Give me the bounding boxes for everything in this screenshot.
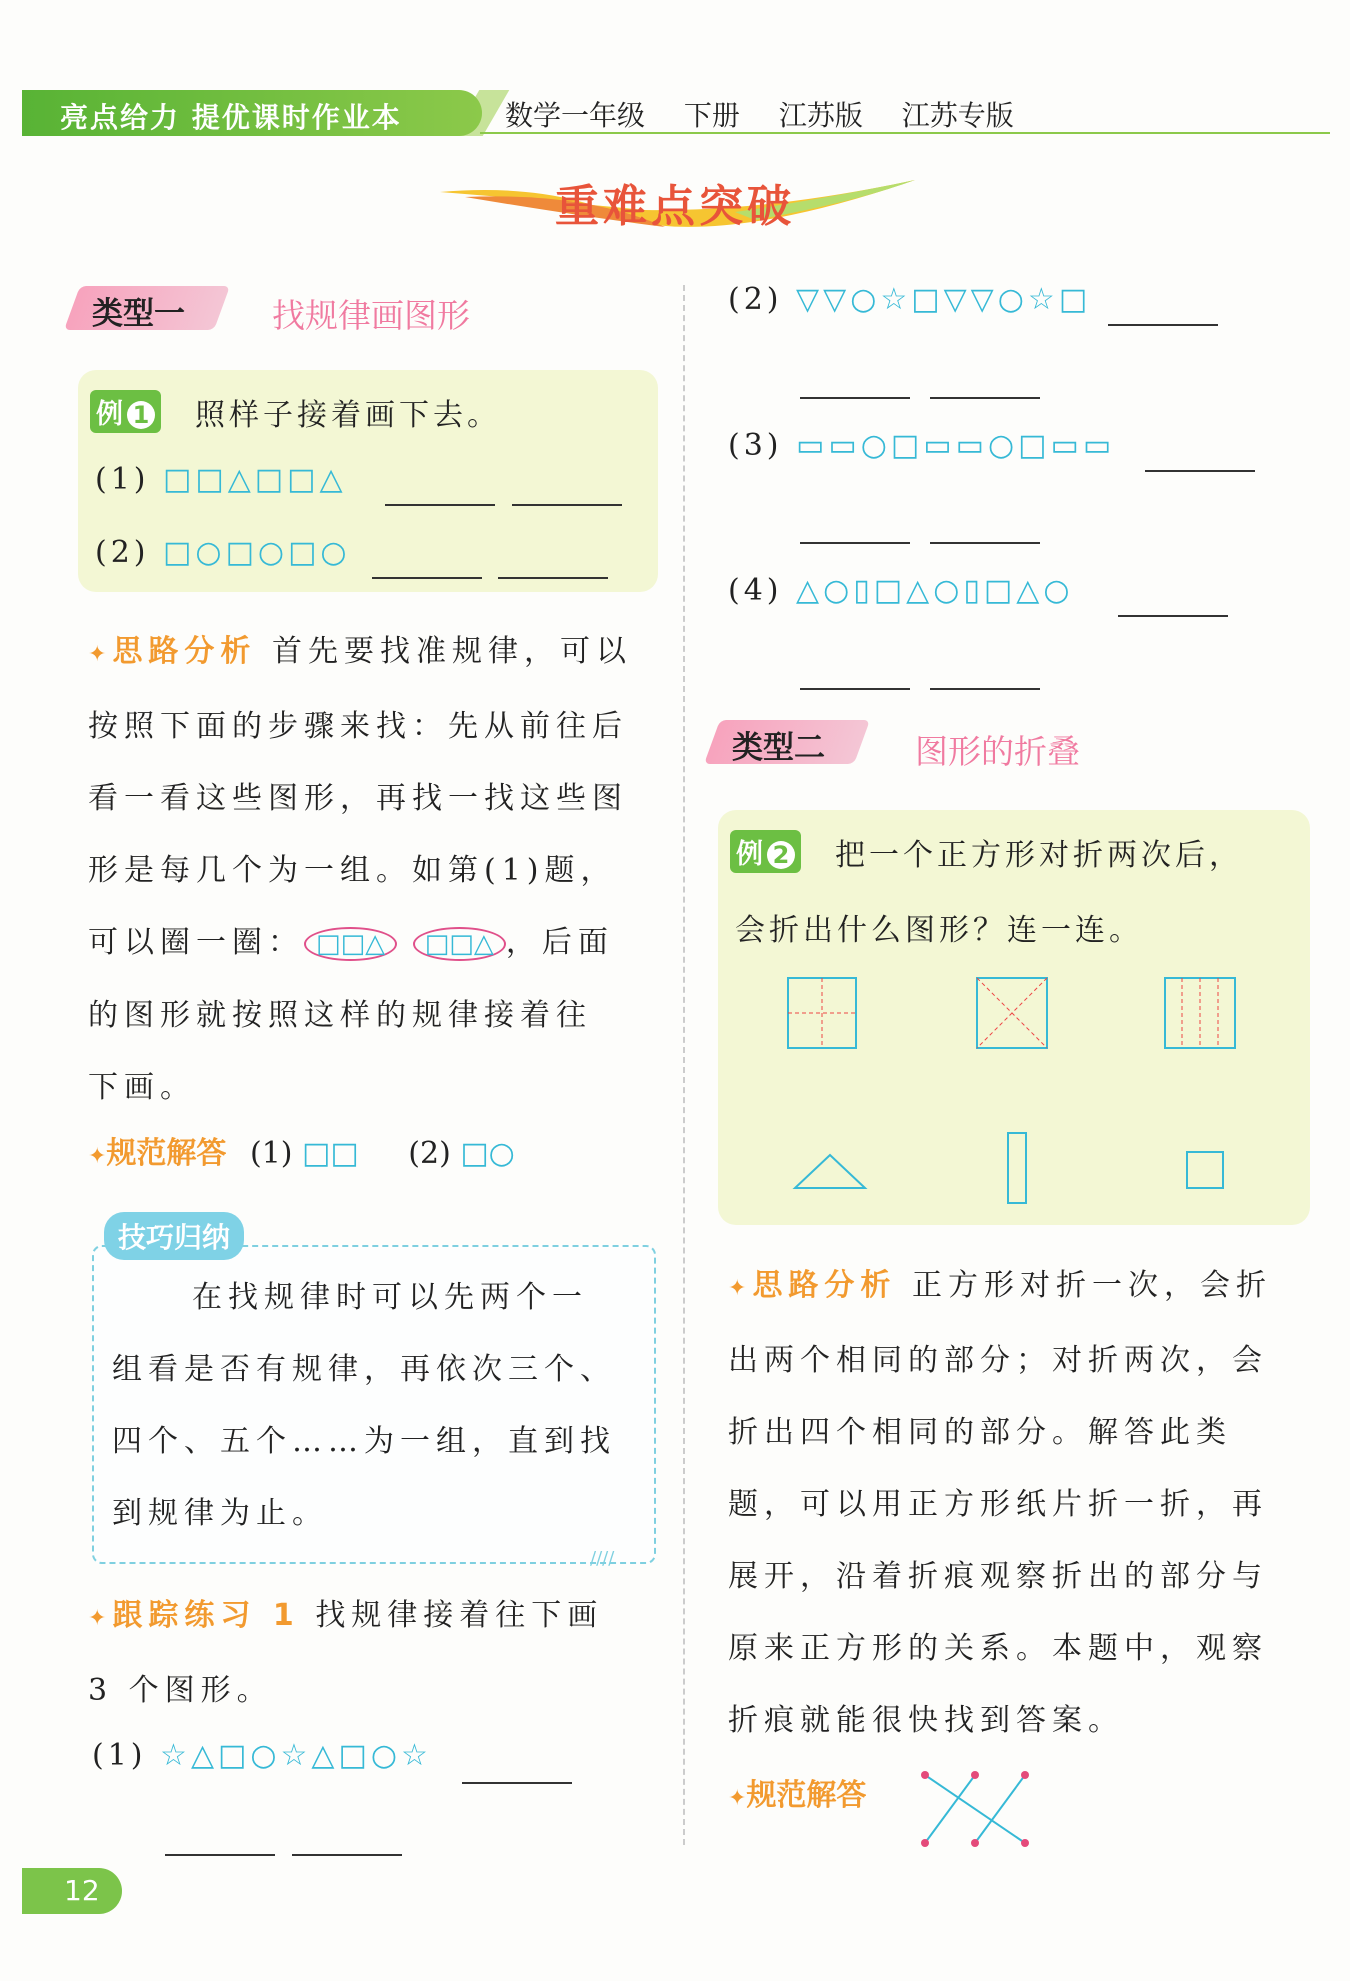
volume: 下册 xyxy=(683,99,740,132)
example1-item2 xyxy=(95,535,351,570)
answer-blank[interactable] xyxy=(930,540,1040,544)
square-diagonal-fold-icon xyxy=(977,978,1047,1048)
type1-tag: 类型一 xyxy=(92,296,185,332)
answer2-row: ✦规范解答 xyxy=(728,1778,867,1813)
banner-title: 重难点突破 xyxy=(555,181,795,232)
tip-tag: 技巧归纳 xyxy=(104,1212,244,1260)
result-shapes xyxy=(790,1130,1240,1210)
book-meta xyxy=(505,94,1044,134)
answer-blank[interactable] xyxy=(512,502,622,506)
answer-blank[interactable] xyxy=(165,1852,275,1856)
folded-squares xyxy=(780,975,1240,1060)
analysis1-paragraph: ✦思路分析 首先要找准规律，可以 按照下面的步骤来找：先从前往后 看一看这些图形，再找一找这些图 形是每几个为一组。如第(1)题， 可以圈一圈： □□△ □□△ ，后面 的图形就按照这样的规律接着往 下画。 xyxy=(88,634,632,1105)
practice1-item1: (1) ☆△□○☆△□○☆ xyxy=(92,1738,432,1773)
special-edition: 江苏专版 xyxy=(901,99,1014,132)
analysis2-paragraph: ✦思路分析 正方形对折一次，会折 出两个相同的部分；对折两次，会 折出四个相同的部分。解答此类 题，可以用正方形纸片折一折，再 展开，沿着折痕观察折出的部分与 原来正方形的关系。本题中，观察 折痕就能很快找到答案。 xyxy=(728,1268,1272,1738)
example1-question: 照样子接着画下去。 xyxy=(195,398,501,433)
shape-sequence: □□△□□△ xyxy=(163,462,347,497)
header-rule xyxy=(480,132,1330,134)
answer-label: 规范解答 xyxy=(106,1136,227,1171)
answer-blank[interactable] xyxy=(498,575,608,579)
answer-blank[interactable] xyxy=(800,686,910,690)
tip-deco-icon: //// xyxy=(590,1548,615,1569)
answer-blank[interactable] xyxy=(1108,322,1218,326)
shape-sequence: △○▯□△○▯□△○ xyxy=(796,573,1074,608)
group-circle: □□△ xyxy=(304,927,397,961)
matching-lines-diagram xyxy=(915,1765,1045,1855)
shape-sequence: □○□○□○ xyxy=(163,535,351,570)
page-number: 12 xyxy=(22,1868,122,1914)
practice1-item4: (4) △○▯□△○▯□△○ xyxy=(728,573,1074,608)
answer-blank[interactable] xyxy=(292,1852,402,1856)
example-label: 例 2 xyxy=(730,830,801,873)
practice1-item2: (2) ▽▽○☆□▽▽○☆□ xyxy=(728,282,1092,317)
answer-blank[interactable] xyxy=(800,395,910,399)
practice-label: 跟踪练习 1 xyxy=(112,1598,300,1633)
item-number: (2) xyxy=(95,535,150,570)
square-strip-fold-icon xyxy=(1165,978,1235,1048)
type2-tag: 类型二 xyxy=(732,730,825,766)
answer-blank[interactable] xyxy=(930,686,1040,690)
practice1-paragraph: ✦跟踪练习 1 找规律接着往下画 3 个图形。 xyxy=(88,1598,604,1708)
answer-blank[interactable] xyxy=(1118,613,1228,617)
small-square-icon xyxy=(1187,1152,1223,1188)
triangle-icon xyxy=(795,1155,865,1188)
item-number: (1) xyxy=(95,462,150,497)
square-cross-fold-icon xyxy=(788,978,856,1048)
answer-blank[interactable] xyxy=(372,575,482,579)
answer-blank[interactable] xyxy=(930,395,1040,399)
tip-text: 在找规律时可以先两个一 组看是否有规律，再依次三个、 四个、五个……为一组，直到找 到规律为止。 xyxy=(112,1280,616,1531)
answer1-row: ✦规范解答 (1) □□ (2) □○ xyxy=(88,1136,515,1171)
shape-sequence: ☆△□○☆△□○☆ xyxy=(160,1738,432,1773)
answer-blank[interactable] xyxy=(385,502,495,506)
example2-label xyxy=(730,830,801,873)
answer-blank[interactable] xyxy=(800,540,910,544)
group-circle: □□△ xyxy=(413,927,506,961)
series-title: 亮点给力 提优课时作业本 xyxy=(60,101,402,134)
answer-shapes: □□ xyxy=(302,1136,359,1171)
analysis-label: 思路分析 xyxy=(112,634,257,669)
rectangle-icon xyxy=(1008,1133,1026,1203)
analysis-label: 思路分析 xyxy=(752,1268,897,1303)
example-label: 例 1 xyxy=(90,390,161,433)
subject: 数学一年级 xyxy=(505,99,646,132)
edition: 江苏版 xyxy=(778,99,863,132)
example1-label xyxy=(90,390,161,433)
example2-line1: 把一个正方形对折两次后， xyxy=(835,838,1243,873)
type1-title: 找规律画图形 xyxy=(272,296,470,335)
practice1-item3: (3) ▭▭○□▭▭○□▭▭ xyxy=(728,428,1116,463)
answer-shapes: □○ xyxy=(460,1136,515,1171)
answer-blank[interactable] xyxy=(462,1780,572,1784)
shape-sequence: ▭▭○□▭▭○□▭▭ xyxy=(796,428,1116,463)
answer-label: 规范解答 xyxy=(746,1778,867,1813)
example1-item1 xyxy=(95,462,347,497)
column-divider xyxy=(683,285,685,1845)
type2-title: 图形的折叠 xyxy=(915,732,1080,771)
shape-sequence: ▽▽○☆□▽▽○☆□ xyxy=(796,282,1092,317)
answer-blank[interactable] xyxy=(1145,468,1255,472)
example2-line2: 会折出什么图形？连一连。 xyxy=(735,913,1143,948)
